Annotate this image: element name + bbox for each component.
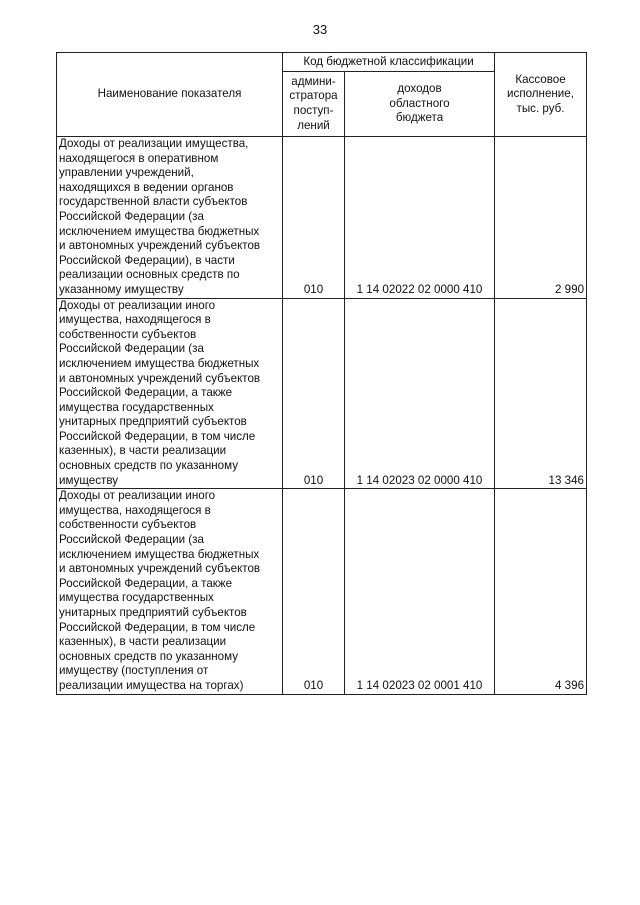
row-indicator-name: Доходы от реализации иного имущества, находящегося в собственности субъектов Российской Федерации (за исключением имущества бюджетных и автономных учреждений субъектов Российской Федерации, а также имущества государственных унитарных предприятий субъектов Российской Федерации, в том числе казенных), в части реализации основных средств по указанному имуществу [57,298,283,489]
page-number: 33 [312,22,328,37]
row-indicator-name: Доходы от реализации имущества, находящегося в оперативном управлении учреждений, находящихся в ведении органов государственной власти субъектов Российской Федерации (за исключением имущества бюджетных и автономных учреждений субъектов Российской Федерации), в части реализации основных средств по указанному имуществу [57,137,283,299]
header-revenue-administrator: админи- стратора поступ- лений [283,72,345,137]
row-admin-code: 010 [283,298,345,489]
header-regional-budget-revenue: доходов областного бюджета [345,72,495,137]
budget-revenue-table [56,52,587,695]
row-amount: 13 346 [495,298,587,489]
table-row [57,298,587,489]
row-amount: 2 990 [495,137,587,299]
row-income-code: 1 14 02023 02 0000 410 [345,298,495,489]
row-income-code: 1 14 02023 02 0001 410 [345,489,495,694]
header-budget-classification-code: Код бюджетной классификации [283,53,495,72]
row-income-code: 1 14 02022 02 0000 410 [345,137,495,299]
table-row [57,489,587,694]
table-row [57,137,587,299]
row-admin-code: 010 [283,489,345,694]
row-indicator-name: Доходы от реализации иного имущества, находящегося в собственности субъектов Российской Федерации (за исключением имущества бюджетных и автономных учреждений субъектов Российской Федерации, а также имущества государственных унитарных предприятий субъектов Российской Федерации, в том числе казенных), в части реализации основных средств по указанному имуществу (поступления от реализации имущества на торгах) [57,489,283,694]
header-cash-execution: Кассовое исполнение, тыс. руб. [495,53,587,137]
row-admin-code: 010 [283,137,345,299]
header-indicator-name: Наименование показателя [57,53,283,137]
row-amount: 4 396 [495,489,587,694]
header-row-top [57,53,587,72]
